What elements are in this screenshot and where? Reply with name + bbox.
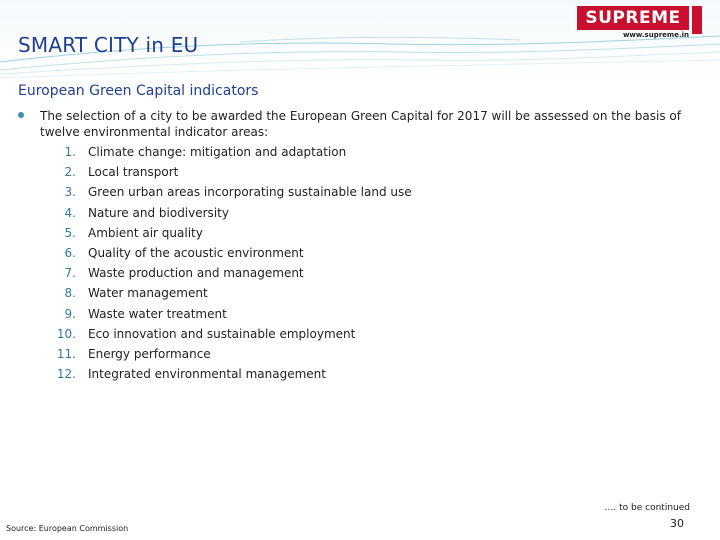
- intro-bullet: [18, 108, 698, 140]
- indicator-list: [50, 142, 412, 384]
- list-item: [50, 283, 412, 303]
- list-item: [50, 223, 412, 243]
- item-number: 1.: [64, 145, 76, 159]
- continued-note: …. to be continued: [604, 503, 690, 513]
- item-text: Ambient air quality: [88, 225, 203, 240]
- logo-url: www.supreme.in: [622, 31, 689, 39]
- list-item: [50, 263, 412, 283]
- item-text: Eco innovation and sustainable employment: [88, 326, 356, 341]
- page-number: 30: [670, 517, 684, 530]
- item-text: Quality of the acoustic environment: [88, 245, 304, 260]
- list-item: [50, 162, 412, 182]
- supreme-logo: [577, 6, 713, 40]
- item-number: 7.: [64, 266, 76, 281]
- list-item: [50, 344, 412, 364]
- slide-title: SMART CITY in EU: [18, 33, 199, 57]
- item-number: 12.: [56, 367, 76, 382]
- item-number: 11.: [56, 346, 76, 361]
- bullet-dot-icon: [18, 112, 24, 118]
- intro-text: The selection of a city to be awarded the European Green Capital for 2017 will be assessed on the basis of twelve environmental indicator areas:: [40, 109, 681, 139]
- list-item: [50, 182, 412, 202]
- item-text: Waste production and management: [88, 266, 304, 281]
- list-item: [50, 203, 412, 223]
- item-text: Waste water treatment: [88, 306, 227, 321]
- list-item: [50, 324, 412, 344]
- item-number: 2.: [64, 165, 76, 180]
- item-number: 10.: [56, 326, 76, 341]
- item-number: 9.: [64, 306, 76, 321]
- item-text: Integrated environmental management: [88, 367, 326, 382]
- item-text: Energy performance: [88, 346, 211, 361]
- item-number: 8.: [64, 286, 76, 301]
- section-heading: European Green Capital indicators: [18, 83, 259, 99]
- list-item: [50, 243, 412, 263]
- item-number: 6.: [64, 245, 76, 260]
- item-text: Climate change: mitigation and adaptation: [88, 145, 347, 159]
- logo-bar: [692, 6, 702, 34]
- item-text: Nature and biodiversity: [88, 205, 229, 220]
- list-item: [50, 304, 412, 324]
- item-number: 3.: [64, 185, 76, 200]
- item-number: 4.: [64, 205, 76, 220]
- logo-name: SUPREME: [577, 6, 689, 30]
- item-text: Water management: [88, 286, 208, 301]
- source-note: Source: European Commission: [6, 524, 129, 533]
- item-text: Local transport: [88, 165, 179, 180]
- item-number: 5.: [64, 225, 76, 240]
- list-item: [50, 142, 412, 162]
- item-text: Green urban areas incorporating sustainable land use: [88, 185, 412, 200]
- list-item: [50, 364, 412, 384]
